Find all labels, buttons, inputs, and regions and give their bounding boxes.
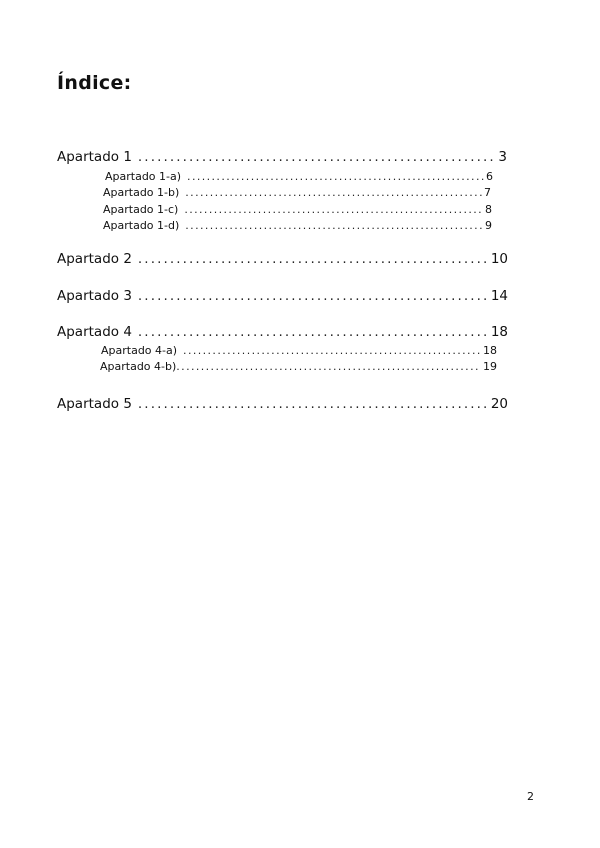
toc-entry-label: Apartado 4 [57,324,132,340]
dot-leader [138,149,497,165]
toc-entry-label: Apartado 4-b) [100,360,177,373]
toc-entry-label: Apartado 3 [57,288,132,304]
toc-entry-page: 9 [485,219,492,232]
toc-entry-apartado-2[interactable] [57,251,508,267]
dot-leader [187,170,484,183]
toc-entry-label: Apartado 1 [57,149,132,165]
dot-leader [138,396,489,412]
toc-entry-apartado-4[interactable] [57,324,508,340]
dot-leader [138,288,489,304]
dot-leader [176,360,481,373]
toc-entry-apartado-4b[interactable] [100,360,497,373]
toc-entry-page: 19 [483,360,497,373]
toc-entry-page: 7 [484,186,491,199]
toc-entry-label: Apartado 5 [57,396,132,412]
toc-entry-apartado-1[interactable] [57,149,507,165]
toc-entry-page: 3 [498,149,507,165]
toc-entry-apartado-3[interactable] [57,288,508,304]
toc-entry-apartado-1b[interactable] [103,186,491,199]
toc-entry-apartado-1c[interactable] [103,203,492,216]
toc-entry-page: 18 [490,324,508,340]
toc-entry-apartado-5[interactable] [57,396,508,412]
dot-leader [184,203,483,216]
dot-leader [183,344,481,357]
toc-entry-page: 14 [490,288,508,304]
toc-entry-page: 20 [490,396,508,412]
toc-entry-apartado-1d[interactable] [103,219,492,232]
page-number: 2 [527,790,534,803]
toc-entry-label: Apartado 2 [57,251,132,267]
dot-leader [138,251,489,267]
toc-entry-apartado-4a[interactable] [101,344,497,357]
dot-leader [185,186,482,199]
toc-entry-label: Apartado 1-b) [103,186,180,199]
dot-leader [185,219,483,232]
toc-entry-page: 10 [490,251,508,267]
dot-leader [138,324,489,340]
index-title: Índice: [57,72,132,94]
toc-entry-page: 18 [483,344,497,357]
toc-entry-page: 6 [486,170,493,183]
toc-entry-label: Apartado 1-a) [105,170,182,183]
toc-entry-page: 8 [485,203,492,216]
toc-entry-apartado-1a[interactable] [105,170,493,183]
toc-entry-label: Apartado 4-a) [101,344,178,357]
toc-entry-label: Apartado 1-d) [103,219,180,232]
toc-entry-label: Apartado 1-c) [103,203,179,216]
